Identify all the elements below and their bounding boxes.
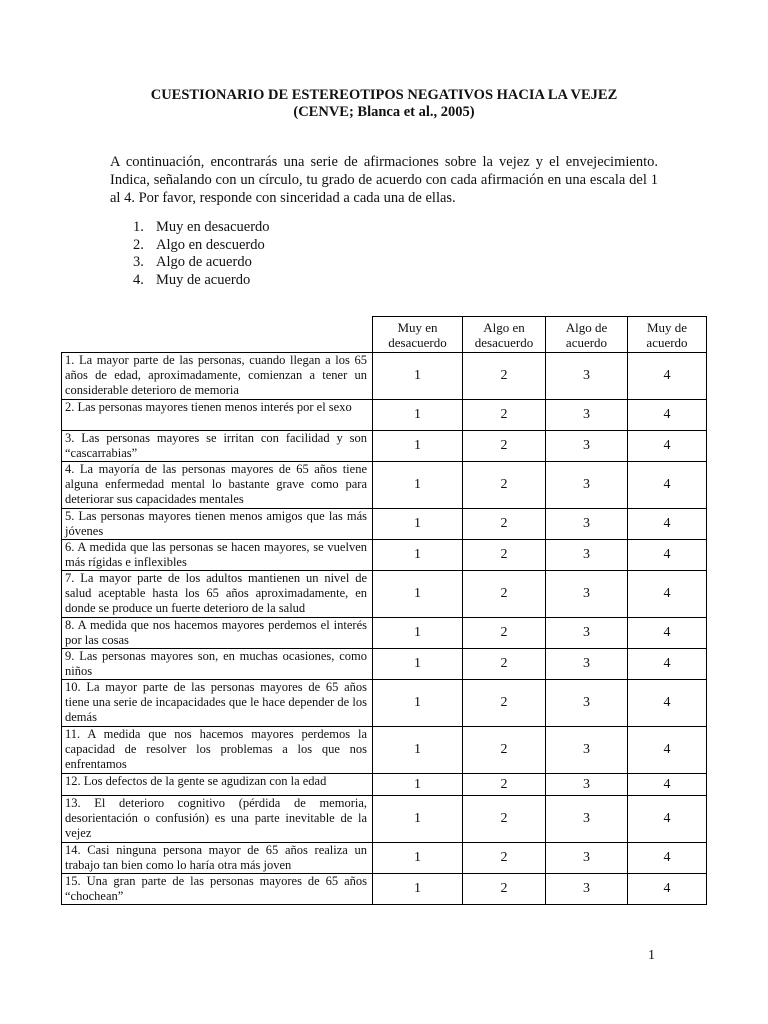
rating-option-4[interactable]: 4 [628, 618, 707, 649]
page-title [0, 87, 768, 121]
rating-option-2[interactable]: 2 [463, 571, 546, 618]
question-text: 11. A medida que nos hacemos mayores perdemos la capacidad de resolver los problemas a los que nos enfrentamos [62, 727, 373, 774]
table-row [62, 400, 707, 431]
rating-option-1[interactable]: 1 [373, 649, 463, 680]
rating-option-1[interactable]: 1 [373, 540, 463, 571]
rating-option-3[interactable]: 3 [546, 680, 628, 727]
rating-option-3[interactable]: 3 [546, 618, 628, 649]
table-row [62, 353, 707, 400]
question-text: 6. A medida que las personas se hacen mayores, se vuelven más rígidas e inflexibles [62, 540, 373, 571]
rating-option-3[interactable]: 3 [546, 796, 628, 843]
table-row [62, 727, 707, 774]
rating-option-3[interactable]: 3 [546, 353, 628, 400]
rating-option-3[interactable]: 3 [546, 649, 628, 680]
question-text: 9. Las personas mayores son, en muchas ocasiones, como niños [62, 649, 373, 680]
rating-option-1[interactable]: 1 [373, 353, 463, 400]
question-text: 14. Casi ninguna persona mayor de 65 años realiza un trabajo tan bien como lo haría otra más joven [62, 843, 373, 874]
rating-option-4[interactable]: 4 [628, 843, 707, 874]
rating-option-1[interactable]: 1 [373, 774, 463, 796]
rating-option-3[interactable]: 3 [546, 571, 628, 618]
table-row [62, 649, 707, 680]
rating-option-2[interactable]: 2 [463, 774, 546, 796]
rating-option-1[interactable]: 1 [373, 571, 463, 618]
questionnaire-table [61, 316, 707, 905]
rating-option-2[interactable]: 2 [463, 843, 546, 874]
title-line-1: CUESTIONARIO DE ESTEREOTIPOS NEGATIVOS HACIA LA VEJEZ [150, 87, 618, 103]
question-text: 1. La mayor parte de las personas, cuando llegan a los 65 años de edad, aproximadamente, comienzan a tener un considerable deterioro de memoria [62, 353, 373, 400]
rating-option-1[interactable]: 1 [373, 680, 463, 727]
rating-option-2[interactable]: 2 [463, 796, 546, 843]
rating-option-4[interactable]: 4 [628, 571, 707, 618]
rating-option-3[interactable]: 3 [546, 509, 628, 540]
rating-option-3[interactable]: 3 [546, 874, 628, 905]
scale-item: 4. Muy de acuerdo [133, 271, 251, 288]
question-text: 2. Las personas mayores tienen menos interés por el sexo [62, 400, 373, 431]
page-number: 1 [648, 948, 655, 963]
table-row [62, 618, 707, 649]
rating-option-3[interactable]: 3 [546, 462, 628, 509]
rating-option-4[interactable]: 4 [628, 400, 707, 431]
rating-option-2[interactable]: 2 [463, 353, 546, 400]
table-row [62, 509, 707, 540]
header-muy-en-desacuerdo: Muy en desacuerdo [373, 317, 463, 353]
rating-option-2[interactable]: 2 [463, 874, 546, 905]
rating-option-1[interactable]: 1 [373, 462, 463, 509]
table-row [62, 843, 707, 874]
scale-item: 1. Muy en desacuerdo [133, 219, 270, 235]
question-text: 7. La mayor parte de los adultos mantienen un nivel de salud aceptable hasta los 65 años aproximadamente, en donde se produce un fuerte deterioro de la salud [62, 571, 373, 618]
rating-option-4[interactable]: 4 [628, 680, 707, 727]
rating-option-2[interactable]: 2 [463, 431, 546, 462]
instructions-paragraph: A continuación, encontrarás una serie de afirmaciones sobre la vejez y el envejecimiento. Indica, señalando con un círculo, tu grado de acuerdo con cada afirmación en una escala del 1 al 4. Por favor, responde con sinceridad a cada una de ellas. [110, 154, 658, 206]
question-text: 13. El deterioro cognitivo (pérdida de memoria, desorientación o confusión) es una parte inevitable de la vejez [62, 796, 373, 843]
rating-option-1[interactable]: 1 [373, 796, 463, 843]
question-text: 10. La mayor parte de las personas mayores de 65 años tiene una serie de incapacidades que le hace depender de los demás [62, 680, 373, 727]
rating-option-2[interactable]: 2 [463, 680, 546, 727]
question-text: 12. Los defectos de la gente se agudizan con la edad [62, 774, 373, 796]
rating-option-2[interactable]: 2 [463, 509, 546, 540]
table-row [62, 431, 707, 462]
rating-option-4[interactable]: 4 [628, 353, 707, 400]
scale-item: 3. Algo de acuerdo [133, 254, 252, 270]
rating-option-1[interactable]: 1 [373, 843, 463, 874]
rating-option-3[interactable]: 3 [546, 540, 628, 571]
table-header-row [62, 317, 707, 353]
rating-option-4[interactable]: 4 [628, 540, 707, 571]
question-text: 4. La mayoría de las personas mayores de 65 años tiene alguna enfermedad mental lo bastante grave como para deteriorar sus capacidades mentales [62, 462, 373, 509]
question-text: 3. Las personas mayores se irritan con facilidad y son “cascarrabias” [62, 431, 373, 462]
rating-option-4[interactable]: 4 [628, 774, 707, 796]
rating-option-3[interactable]: 3 [546, 843, 628, 874]
table-row [62, 540, 707, 571]
rating-option-4[interactable]: 4 [628, 462, 707, 509]
scale-item: 2. Algo en descuerdo [133, 236, 265, 253]
table-row [62, 462, 707, 509]
rating-option-1[interactable]: 1 [373, 431, 463, 462]
question-text: 15. Una gran parte de las personas mayores de 65 años “chochean” [62, 874, 373, 905]
rating-option-4[interactable]: 4 [628, 796, 707, 843]
rating-option-1[interactable]: 1 [373, 874, 463, 905]
rating-option-4[interactable]: 4 [628, 727, 707, 774]
rating-option-2[interactable]: 2 [463, 400, 546, 431]
header-algo-en-desacuerdo: Algo en desacuerdo [463, 317, 546, 353]
question-text: 8. A medida que nos hacemos mayores perdemos el interés por las cosas [62, 618, 373, 649]
table-row [62, 796, 707, 843]
table-row [62, 874, 707, 905]
rating-option-2[interactable]: 2 [463, 618, 546, 649]
rating-option-3[interactable]: 3 [546, 431, 628, 462]
table-row [62, 680, 707, 727]
header-algo-de-acuerdo: Algo de acuerdo [546, 317, 628, 353]
table-row [62, 571, 707, 618]
rating-option-1[interactable]: 1 [373, 509, 463, 540]
rating-option-2[interactable]: 2 [463, 462, 546, 509]
rating-option-4[interactable]: 4 [628, 509, 707, 540]
rating-option-4[interactable]: 4 [628, 649, 707, 680]
table-row [62, 774, 707, 796]
question-text: 5. Las personas mayores tienen menos amigos que las más jóvenes [62, 509, 373, 540]
rating-option-3[interactable]: 3 [546, 400, 628, 431]
rating-option-1[interactable]: 1 [373, 400, 463, 431]
response-scale-list [133, 219, 270, 289]
title-line-2: (CENVE; Blanca et al., 2005) [293, 104, 475, 120]
rating-option-4[interactable]: 4 [628, 431, 707, 462]
rating-option-2[interactable]: 2 [463, 649, 546, 680]
header-muy-de-acuerdo: Muy de acuerdo [628, 317, 707, 353]
rating-option-1[interactable]: 1 [373, 618, 463, 649]
rating-option-3[interactable]: 3 [546, 727, 628, 774]
rating-option-4[interactable]: 4 [628, 874, 707, 905]
rating-option-2[interactable]: 2 [463, 540, 546, 571]
rating-option-1[interactable]: 1 [373, 727, 463, 774]
rating-option-2[interactable]: 2 [463, 727, 546, 774]
rating-option-3[interactable]: 3 [546, 774, 628, 796]
header-blank-cell [62, 317, 373, 353]
